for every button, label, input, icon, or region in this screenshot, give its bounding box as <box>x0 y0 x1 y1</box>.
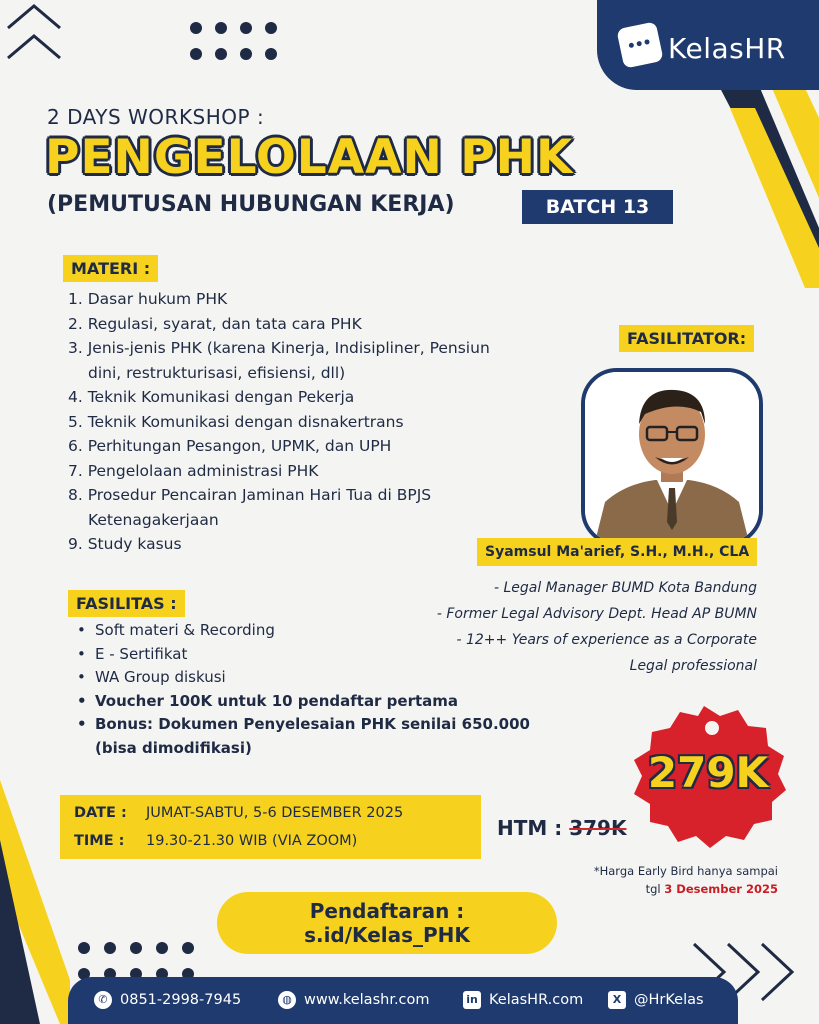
batch-badge: BATCH 13 <box>522 190 673 224</box>
fasilitas-list <box>77 619 530 760</box>
list-item: (bisa dimodifikasi) <box>95 738 252 757</box>
list-item: • Bonus: Dokumen Penyelesaian PHK senilai 650.000 <box>77 715 530 733</box>
footer-x[interactable]: X @HrKelas <box>608 991 704 1009</box>
globe-icon: ◍ <box>278 991 296 1009</box>
workshop-subtitle: 2 DAYS WORKSHOP : <box>47 105 265 129</box>
footer-phone[interactable]: ✆ 0851-2998-7945 <box>94 991 241 1009</box>
list-item: • Voucher 100K untuk 10 pendaftar pertama <box>77 691 459 710</box>
linkedin-icon: in <box>463 991 481 1009</box>
materi-list <box>68 287 558 557</box>
footer-bar <box>68 977 738 1024</box>
list-item: 5. Teknik Komunikasi dengan disnakertrans <box>68 412 404 431</box>
materi-label: MATERI : <box>63 255 158 282</box>
list-item: 8. Prosedur Pencairan Jaminan Hari Tua di BPJS <box>68 486 432 504</box>
list-item: 9. Study kasus <box>68 535 182 553</box>
fasilitator-name: Syamsul Ma'arief, S.H., M.H., CLA <box>477 538 757 566</box>
whatsapp-icon: ✆ <box>94 991 112 1009</box>
fasilitas-label: FASILITAS : <box>68 590 185 617</box>
new-price: 279K <box>647 748 769 797</box>
list-item: • Soft materi & Recording <box>77 621 275 639</box>
registration-button[interactable]: Pendaftaran : s.id/Kelas_PHK <box>217 892 557 954</box>
list-item: 4. Teknik Komunikasi dengan Pekerja <box>68 388 355 406</box>
list-item: 3. Jenis-jenis PHK (karena Kinerja, Indisipliner, Pensiun <box>68 339 490 357</box>
list-item: 7. Pengelolaan administrasi PHK <box>68 461 319 480</box>
list-item: Ketenagakerjaan <box>88 510 219 529</box>
list-item: 2. Regulasi, syarat, dan tata cara PHK <box>68 314 362 333</box>
brand-name: KelasHR <box>668 32 786 65</box>
x-icon: X <box>608 991 626 1009</box>
bio-line: - Legal Manager BUMD Kota Bandung <box>493 580 757 596</box>
workshop-subtitle-2: (PEMUTUSAN HUBUNGAN KERJA) <box>47 192 455 217</box>
early-bird-note: *Harga Early Bird hanya sampai tgl 3 Desember 2025 <box>593 864 778 896</box>
old-price: 379K <box>569 816 627 840</box>
list-item: 6. Perhitungan Pesangon, UPMK, dan UPH <box>68 437 392 455</box>
list-item: • E - Sertifikat <box>77 644 188 663</box>
chevron-decoration <box>0 0 70 70</box>
bio-line: - Former Legal Advisory Dept. Head AP BUMN <box>436 606 757 622</box>
list-item: dini, restrukturisasi, efisiensi, dll) <box>88 363 346 382</box>
date-row: DATE : JUMAT-SABTU, 5-6 DESEMBER 2025 <box>74 805 404 821</box>
footer-linkedin[interactable]: in KelasHR.com <box>463 991 583 1009</box>
schedule-box <box>60 795 481 859</box>
bio-line: - 12++ Years of experience as a Corporate <box>456 632 757 648</box>
fasilitator-label: FASILITATOR: <box>619 325 754 352</box>
list-item: • WA Group diskusi <box>77 668 226 686</box>
htm-price: HTM : 379K <box>497 816 627 840</box>
stripe-decoration-right <box>700 88 819 288</box>
chat-logo-icon <box>616 21 663 68</box>
fasilitator-photo <box>581 368 763 546</box>
time-row: TIME : 19.30-21.30 WIB (VIA ZOOM) <box>74 833 358 849</box>
footer-website[interactable]: ◍ www.kelashr.com <box>278 991 430 1009</box>
list-item: 1. Dasar hukum PHK <box>68 290 228 308</box>
bio-line: Legal professional <box>629 658 757 674</box>
workshop-title: PENGELOLAAN PHK <box>45 130 574 185</box>
